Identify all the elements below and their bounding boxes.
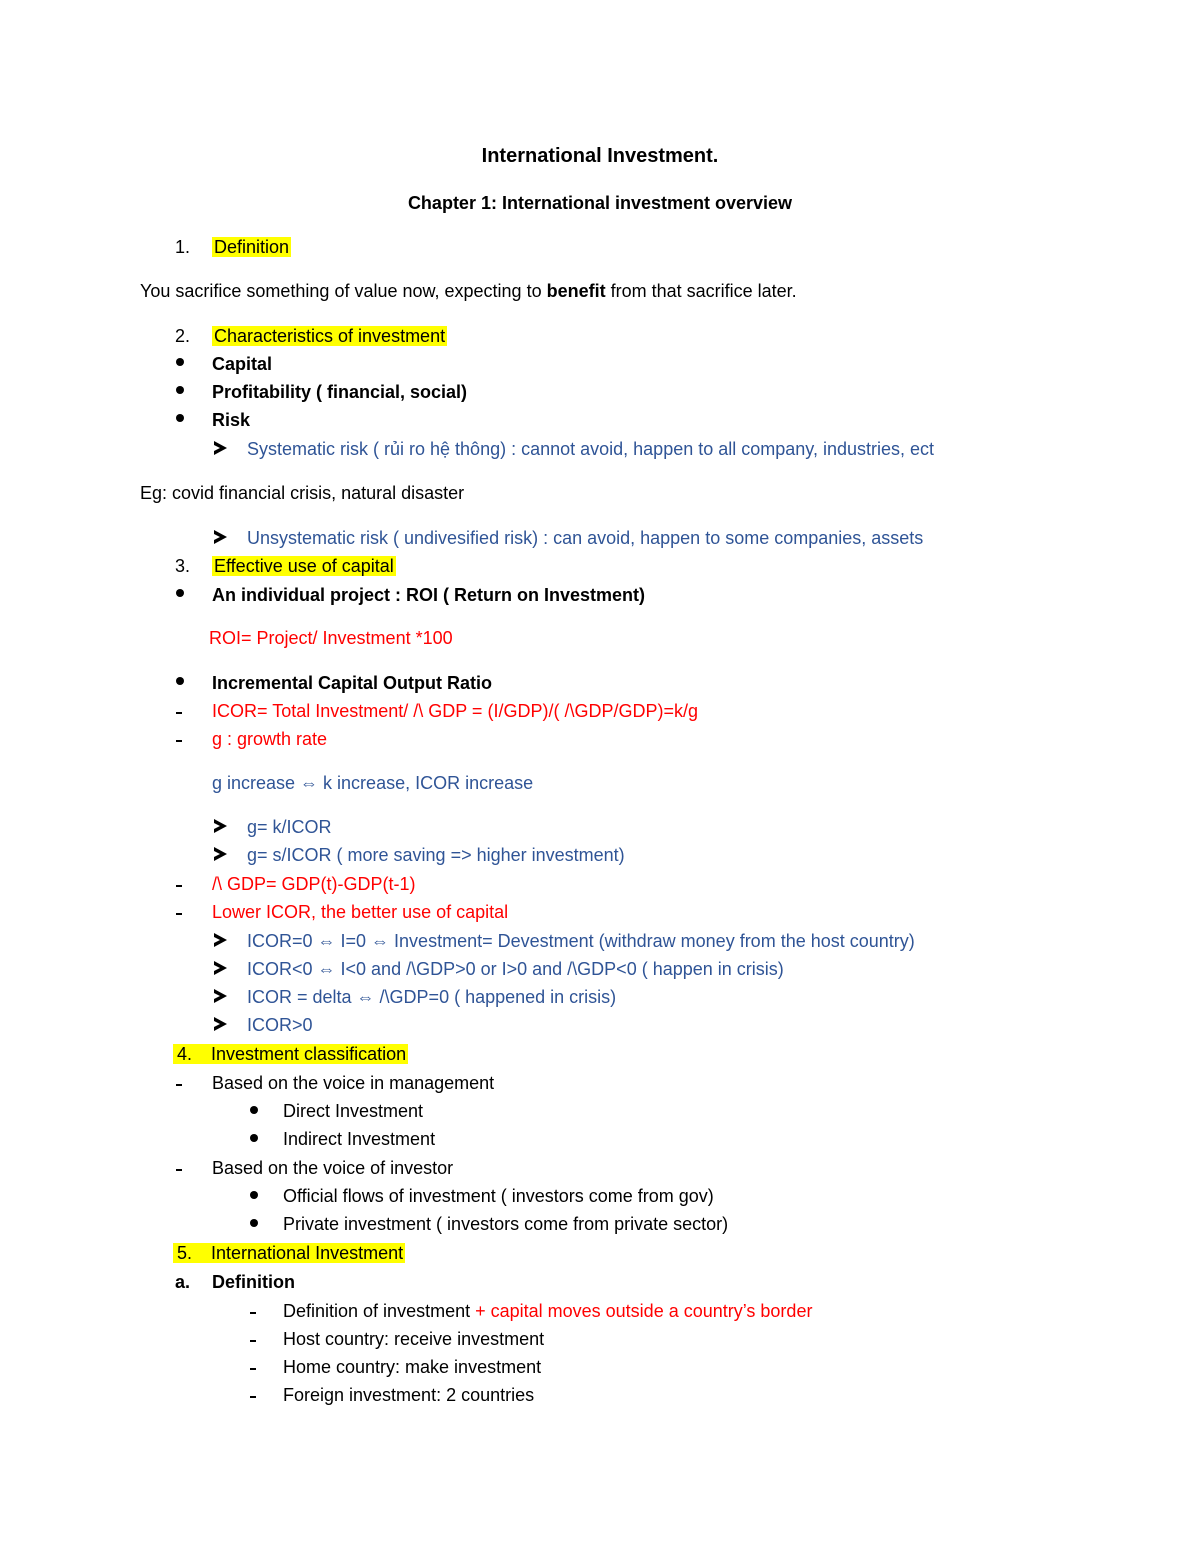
chapter-heading: Chapter 1: International investment overview	[407, 193, 793, 213]
section-heading-definition: Definition	[214, 237, 290, 257]
list-item: Foreign investment: 2 countries	[283, 1385, 535, 1405]
arrow-bullet-icon	[214, 989, 227, 1003]
definition-paragraph: You sacrifice something of value now, expecting to benefit from that sacrifice later.	[140, 281, 797, 301]
arrow-bullet-icon	[214, 961, 227, 975]
list-item: Incremental Capital Output Ratio	[212, 673, 493, 693]
g-increase-text: g increase ⇔ k increase, ICOR increase	[212, 773, 534, 793]
list-item: ICOR>0	[247, 1015, 313, 1035]
dash-bullet-icon	[176, 712, 182, 714]
list-item: Based on the voice of investor	[212, 1158, 454, 1178]
bullet-icon	[176, 414, 184, 422]
dash-bullet-icon	[176, 913, 182, 915]
document-title: International Investment.	[481, 145, 719, 167]
section-number: 5.	[177, 1243, 193, 1263]
dash-bullet-icon	[250, 1396, 256, 1398]
bullet-icon	[176, 386, 184, 394]
list-item: ICOR<0 ⇔ I<0 and /\GDP>0 or I>0 and /\GDP<0 ( happen in crisis)	[247, 959, 784, 979]
list-item: Profitability ( financial, social)	[212, 382, 468, 402]
list-item: Host country: receive investment	[283, 1329, 545, 1349]
section-number: 1.	[175, 237, 191, 257]
list-item: g : growth rate	[212, 729, 328, 749]
list-item: Private investment ( investors come from private sector)	[283, 1214, 729, 1234]
list-item: Systematic risk ( rủi ro hệ thông) : cannot avoid, happen to all company, industries, ect	[247, 439, 935, 459]
section-heading-international: 5. International Investment	[173, 1242, 405, 1264]
list-item: Direct Investment	[283, 1101, 424, 1121]
bullet-icon	[250, 1134, 258, 1142]
dash-bullet-icon	[250, 1368, 256, 1370]
subsection-heading: Definition	[212, 1272, 295, 1292]
section-heading-effective-use: Effective use of capital	[214, 556, 394, 576]
section-number: 2.	[175, 326, 191, 346]
bullet-icon	[250, 1106, 258, 1114]
arrow-bullet-icon	[214, 530, 227, 544]
subsection-letter: a.	[175, 1272, 191, 1292]
bullet-icon	[176, 358, 184, 366]
list-item: ICOR = delta ⇔ /\GDP=0 ( happened in crisis)	[247, 987, 617, 1007]
list-item: Capital	[212, 354, 273, 374]
section-heading-characteristics: Characteristics of investment	[214, 326, 446, 346]
list-item: ICOR=0 ⇔ I=0 ⇔ Investment= Devestment (withdraw money from the host country)	[247, 931, 915, 951]
list-item: An individual project : ROI ( Return on Investment)	[212, 585, 646, 605]
list-item: Indirect Investment	[283, 1129, 436, 1149]
list-item: Unsystematic risk ( undivesified risk) : can avoid, happen to some companies, assets	[247, 528, 924, 548]
section-number: 3.	[175, 556, 191, 576]
arrow-bullet-icon	[214, 933, 227, 947]
arrow-bullet-icon	[214, 847, 227, 861]
list-item: Lower ICOR, the better use of capital	[212, 902, 509, 922]
arrow-bullet-icon	[214, 441, 227, 455]
dash-bullet-icon	[250, 1312, 256, 1314]
roi-formula: ROI= Project/ Investment *100	[209, 628, 453, 648]
section-number: 4.	[177, 1044, 193, 1064]
icor-formula: ICOR= Total Investment/ /\ GDP = (I/GDP)/( /\GDP/GDP)=k/g	[212, 701, 698, 721]
bullet-icon	[176, 677, 184, 685]
arrow-bullet-icon	[214, 819, 227, 833]
dash-bullet-icon	[250, 1340, 256, 1342]
list-item: Official flows of investment ( investors come from gov)	[283, 1186, 714, 1206]
dash-bullet-icon	[176, 885, 182, 887]
example-text: Eg: covid financial crisis, natural disaster	[140, 483, 465, 503]
dash-bullet-icon	[176, 740, 182, 742]
list-item: /\ GDP= GDP(t)-GDP(t-1)	[212, 874, 416, 894]
bullet-icon	[250, 1191, 258, 1199]
list-item: Based on the voice in management	[212, 1073, 495, 1093]
arrow-bullet-icon	[214, 1017, 227, 1031]
list-item: Risk	[212, 410, 251, 430]
list-item: Home country: make investment	[283, 1357, 542, 1377]
section-heading-classification: 4. Investment classification	[173, 1043, 408, 1065]
list-item: g= k/ICOR	[247, 817, 332, 837]
list-item: g= s/ICOR ( more saving => higher investment)	[247, 845, 625, 865]
list-item: Definition of investment + capital moves outside a country’s border	[283, 1301, 813, 1321]
dash-bullet-icon	[176, 1084, 182, 1086]
bullet-icon	[176, 589, 184, 597]
bullet-icon	[250, 1219, 258, 1227]
dash-bullet-icon	[176, 1169, 182, 1171]
